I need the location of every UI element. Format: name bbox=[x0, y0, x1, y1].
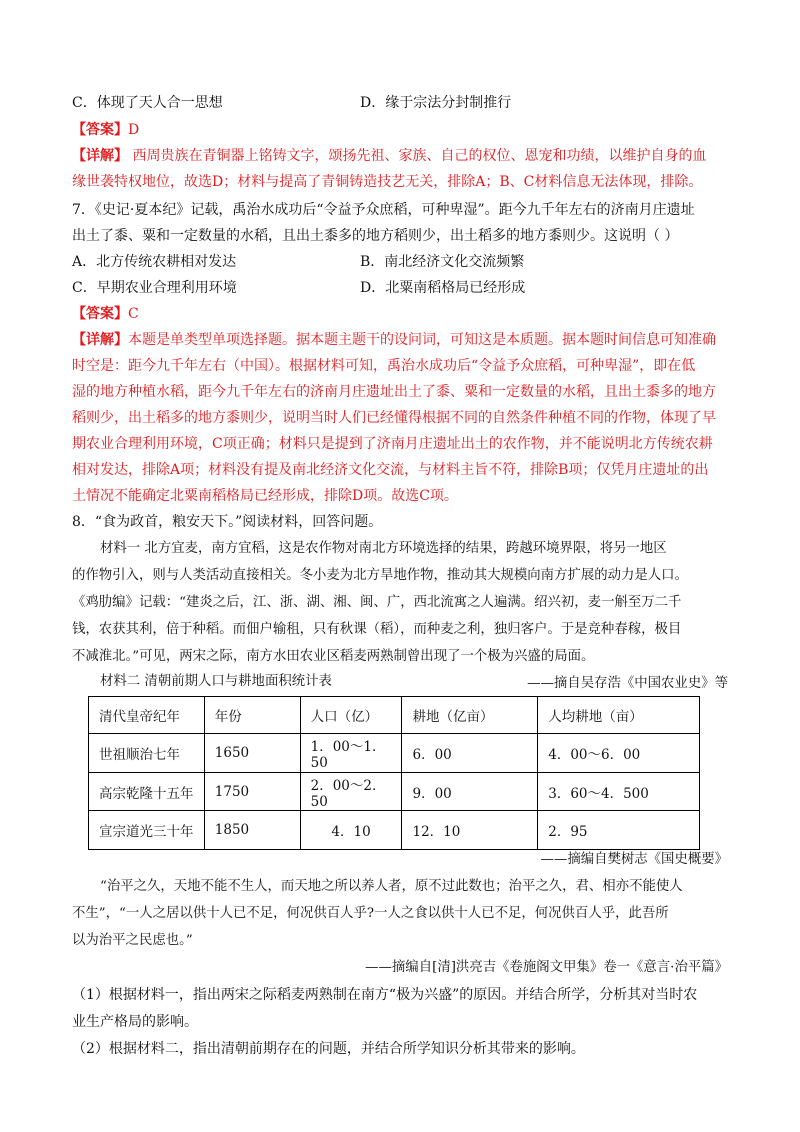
q7-option-c: C．早期农业合理利用环境 bbox=[72, 280, 237, 296]
population-farmland-table bbox=[88, 696, 700, 850]
table-cell: 6．00 bbox=[402, 734, 538, 773]
q8-quote-source: ——摘编自[清]洪亮吉《卷施阁文甲集》卷一《意言·治平篇》 bbox=[365, 960, 728, 975]
table-row bbox=[89, 734, 700, 773]
q8-material-2-title: 材料二 清朝前期人口与耕地面积统计表 bbox=[100, 674, 332, 689]
q7-detail-line-7: 土情况不能确定北粟南稻格局已经形成，排除D项。故选C项。 bbox=[72, 488, 458, 504]
table-cell: 4．10 bbox=[300, 811, 402, 850]
q8-subquestion-2: （2）根据材料二，指出清朝前期存在的问题，并结合所学知识分析其带来的影响。 bbox=[72, 1041, 585, 1057]
q8-material-2-source: ——摘编自樊树志《国史概要》 bbox=[540, 852, 728, 867]
q6-option-d: D．缘于宗法分封制推行 bbox=[360, 95, 512, 111]
q7-detail-line-2: 时空是：距今九千年左右（中国）。根据材料可知，禹治水成功后“令益予众庶稻，可种卑湿”，即在低 bbox=[72, 358, 696, 374]
table-cell: 高宗乾隆十五年 bbox=[89, 772, 205, 811]
detail-text: 西周贵族在青铜器上铭铸文字，颂扬先祖、家族、自己的权位、恩宠和功绩，以维护自身的血 bbox=[132, 148, 707, 164]
table-header-cell: 人均耕地（亩） bbox=[538, 697, 700, 734]
q6-option-c: C．体现了天人合一思想 bbox=[72, 95, 223, 111]
q8-quote-line-3: 以为治平之民虑也。” bbox=[72, 933, 193, 948]
q7-option-b: B．南北经济文化交流频繁 bbox=[360, 254, 525, 270]
q6-detail-line-1 bbox=[72, 146, 706, 166]
q7-option-d: D．北粟南稻格局已经形成 bbox=[360, 280, 526, 296]
q7-detail-line-4: 稻则少，出土稻多的地方黍则少，说明当时人们已经懂得根据不同的自然条件种植不同的作物，体现了早 bbox=[72, 410, 716, 426]
q7-stem-line-2: 出土了黍、粟和一定数量的水稻，且出土黍多的地方稻则少，出土稻多的地方黍则少。这说明（ ） bbox=[72, 228, 679, 244]
table-cell: 1650 bbox=[204, 734, 300, 773]
q8-material-1-source: ——摘自吴存浩《中国农业史》等 bbox=[527, 676, 728, 691]
table-header-cell: 清代皇帝纪年 bbox=[89, 697, 205, 734]
table-header-cell: 人口（亿） bbox=[300, 697, 402, 734]
q7-detail-line-6: 相对发达，排除A项；材料没有提及南北经济文化交流，与材料主旨不符，排除B项；仅凭月庄遗址的出 bbox=[72, 462, 709, 478]
table-cell: 4．00～6．00 bbox=[538, 734, 700, 773]
q7-detail-line-1 bbox=[72, 330, 716, 350]
q7-detail-line-3: 湿的地方种植水稻，距今九千年左右的济南月庄遗址出土了黍、粟和一定数量的水稻，且出土黍多的地方 bbox=[72, 384, 716, 400]
table-cell: 宣宗道光三十年 bbox=[89, 811, 205, 850]
q8-material-1-line-2: 的作物引入，则与人类活动直接相关。冬小麦为北方旱地作物，推动其大规模向南方扩展的动力是人口。 bbox=[72, 568, 688, 583]
q6-detail-line-2: 缘世袭特权地位，故选D；材料与提高了青铜铸造技艺无关，排除A；B、C材料信息无法体现，排除。 bbox=[72, 174, 703, 190]
q8-stem: 8．“食为政首，粮安天下。”阅读材料，回答问题。 bbox=[72, 514, 383, 530]
q8-subquestion-1-line-1: （1）根据材料一，指出两宋之际稻麦两熟制在南方“极为兴盛”的原因。并结合所学，分析其对当时农 bbox=[72, 987, 698, 1003]
table-cell: 1750 bbox=[204, 772, 300, 811]
table-header-cell: 年份 bbox=[204, 697, 300, 734]
answer-label: 【答案】 bbox=[72, 306, 128, 322]
table-cell: 1．00～1．50 bbox=[300, 734, 402, 773]
q8-quote-line-1: “治平之久，天地不能不生人，而天地之所以养人者，原不过此数也；治平之久，君、相亦不能使人 bbox=[100, 879, 683, 894]
table-row bbox=[89, 772, 700, 811]
q6-answer bbox=[72, 120, 139, 140]
table-header-row bbox=[89, 697, 700, 734]
detail-text: 本题是单类型单项选择题。据本题主题干的设问词，可知这是本质题。据本题时间信息可知准确 bbox=[128, 332, 716, 348]
q7-detail-line-5: 期农业合理利用环境，C项正确；材料只是提到了济南月庄遗址出土的农作物，并不能说明北方传统农耕 bbox=[72, 436, 713, 452]
answer-label: 【答案】 bbox=[72, 122, 128, 138]
table-cell: 9．00 bbox=[402, 772, 538, 811]
table-cell: 3．60～4．500 bbox=[538, 772, 700, 811]
q8-material-1-line-3: 《鸡肋编》记载：“建炎之后，江、浙、湖、湘、闽、广，西北流寓之人遍满。绍兴初，麦一斛至万二千 bbox=[72, 595, 682, 610]
q7-option-a: A．北方传统农耕相对发达 bbox=[72, 254, 237, 270]
q7-stem-line-1: 7．《史记·夏本纪》记载，禹治水成功后“令益予众庶稻，可种卑湿”。距今九千年左右的济南月庄遗址 bbox=[72, 202, 695, 218]
q8-quote-line-2: 不生”，“一人之居以供十人已不足，何况供百人乎?一人之食以供十人已不足，何况供百人乎，此吾所 bbox=[72, 906, 669, 921]
q8-material-1-line-4: 钱，农获其利，倍于种稻。而佃户输租，只有秋课（稻），而种麦之利，独归客户。于是竞种春稼，极目 bbox=[72, 622, 682, 637]
answer-value: C bbox=[128, 306, 139, 322]
table-cell: 2．00～2．50 bbox=[300, 772, 402, 811]
detail-label: 【详解】 bbox=[72, 332, 128, 348]
table-cell: 2．95 bbox=[538, 811, 700, 850]
table-header-cell: 耕地（亿亩） bbox=[402, 697, 538, 734]
q8-material-1-line-1: 材料一 北方宜麦，南方宜稻，这是农作物对南北方环境选择的结果，跨越环境界限，将另一地区 bbox=[100, 541, 667, 556]
q8-material-1-line-5: 不减淮北。”可见，两宋之际，南方水田农业区稻麦两熟制曾出现了一个极为兴盛的局面。 bbox=[72, 649, 595, 664]
table-row bbox=[89, 811, 700, 850]
q7-answer bbox=[72, 304, 139, 324]
table-cell: 世祖顺治七年 bbox=[89, 734, 205, 773]
detail-label: 【详解】 bbox=[72, 148, 128, 164]
q8-subquestion-1-line-2: 业生产格局的影响。 bbox=[72, 1014, 198, 1030]
table-cell: 12．10 bbox=[402, 811, 538, 850]
table-cell: 1850 bbox=[204, 811, 300, 850]
answer-value: D bbox=[128, 122, 140, 138]
